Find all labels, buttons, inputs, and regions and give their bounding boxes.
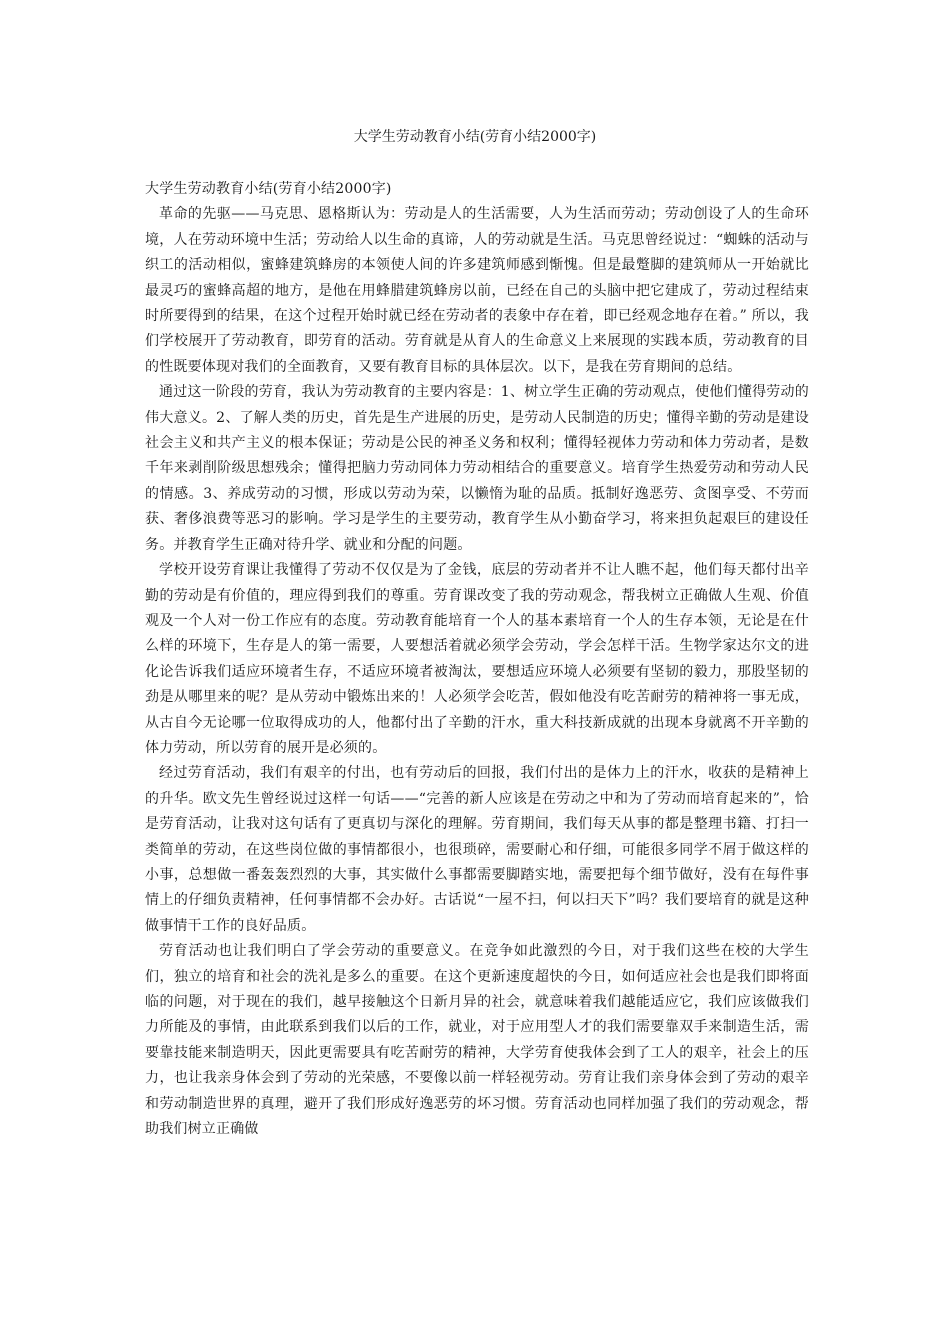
paragraph-4: 经过劳育活动，我们有艰辛的付出，也有劳动后的回报，我们付出的是体力上的汗水，收获的是精神上的升华。欧文先生曾经说过这样一句话——“完善的新人应该是在劳动之中和为了劳动而培育起来的”，恰是劳育活动，让我对这句话有了更真切与深化的理解。劳育期间，我们每天从事的都是整理书籍、打扫一类简单的劳动，在这些岗位做的事情都很小，也很琐碎，需要耐心和仔细，可能很多同学不屑于做这样的小事，总想做一番轰轰烈烈的大事，其实做什么事都需要脚踏实地，需要把每个细节做好，没有在每件事情上的仔细负责精神，任何事情都不会办好。古话说“一屋不扫，何以扫天下”吗？我们要培育的就是这种做事情干工作的良好品质。 [145,765,809,934]
paragraph-3: 学校开设劳育课让我懂得了劳动不仅仅是为了金钱，底层的劳动者并不让人瞧不起，他们每天都付出辛勤的劳动是有价值的，理应得到我们的尊重。劳育课改变了我的劳动观念，帮我树立正确做人生观、价值观及一个人对一份工作应有的态度。劳动教育能培育一个人的基本素培育一个人的生存本领，无论是在什么样的环境下，生存是人的第一需要，人要想活着就必须学会劳动，学会怎样干活。生物学家达尔文的进化论告诉我们适应环境者生存，不适应环境者被淘汰，要想适应环境人必须要有坚韧的毅力，那股坚韧的劲是从哪里来的呢？是从劳动中锻炼出来的！人必须学会吃苦，假如他没有吃苦耐劳的精神将一事无成，从古自今无论哪一位取得成功的人，他都付出了辛勤的汗水，重大科技新成就的出现本身就离不开辛勤的体力劳动，所以劳育的展开是必须的。 [145,562,809,756]
paragraph-2: 通过这一阶段的劳育，我认为劳动教育的主要内容是：1、树立学生正确的劳动观点，使他们懂得劳动的伟大意义。2、了解人类的历史，首先是生产进展的历史，是劳动人民制造的历史；懂得辛勤的劳动是建设社会主义和共产主义的根本保证；劳动是公民的神圣义务和权利；懂得轻视体力劳动和体力劳动者，是数千年来剥削阶级思想残余；懂得把脑力劳动同体力劳动相结合的重要意义。培育学生热爱劳动和劳动人民的情感。3、养成劳动的习惯，形成以劳动为荣，以懒惰为耻的品质。抵制好逸恶劳、贪图享受、不劳而获、奢侈浪费等恶习的影响。学习是学生的主要劳动，教育学生从小勤奋学习，将来担负起艰巨的建设任务。并教育学生正确对待升学、就业和分配的问题。 [145,384,809,553]
paragraph-5: 劳育活动也让我们明白了学会劳动的重要意义。在竞争如此激烈的今日，对于我们这些在校的大学生们，独立的培育和社会的洗礼是多么的重要。在这个更新速度超快的今日，如何适应社会也是我们即将面临的问题，对于现在的我们，越早接触这个日新月异的社会，就意味着我们越能适应它，我们应该做我们力所能及的事情，由此联系到我们以后的工作，就业，对于应用型人才的我们需要靠双手来制造生活，需要靠技能来制造明天，因此更需要具有吃苦耐劳的精神，大学劳育使我体会到了工人的艰辛，社会上的压力，也让我亲身体会到了劳动的光荣感，不要像以前一样轻视劳动。劳育让我们亲身体会到了劳动的艰辛和劳动制造世界的真理，避开了我们形成好逸恶劳的坏习惯。劳育活动也同样加强了我们的劳动观念，帮助我们树立正确做 [145,943,809,1138]
document-subtitle: 大学生劳动教育小结(劳育小结2000字) [145,181,392,197]
paragraph-1: 革命的先驱——马克思、恩格斯认为：劳动是人的生活需要，人为生活而劳动；劳动创设了人的生命环境，人在劳动环境中生活；劳动给人以生命的真谛，人的劳动就是生活。马克思曾经说过：“蜘蛛的活动与织工的活动相似，蜜蜂建筑蜂房的本领使人间的许多建筑师感到惭愧。但是最蹩脚的建筑师从一开始就比最灵巧的蜜蜂高超的地方，是他在用蜂腊建筑蜂房以前，已经在自己的头脑中把它建成了，劳动过程结束时所要得到的结果，在这个过程开始时就已经在劳动者的表象中存在着，即已经观念地存在着。” 所以，我们学校展开了劳动教育，即劳育的活动。劳育就是从育人的生命意义上来展现的实践本质，劳动教育的目的性既要体现对我们的全面教育，又要有教育目标的具体层次。以下，是我在劳育期间的总结。 [145,206,809,375]
page-title: 大学生劳动教育小结(劳育小结2000字) [353,129,597,145]
document-body [145,177,809,1142]
